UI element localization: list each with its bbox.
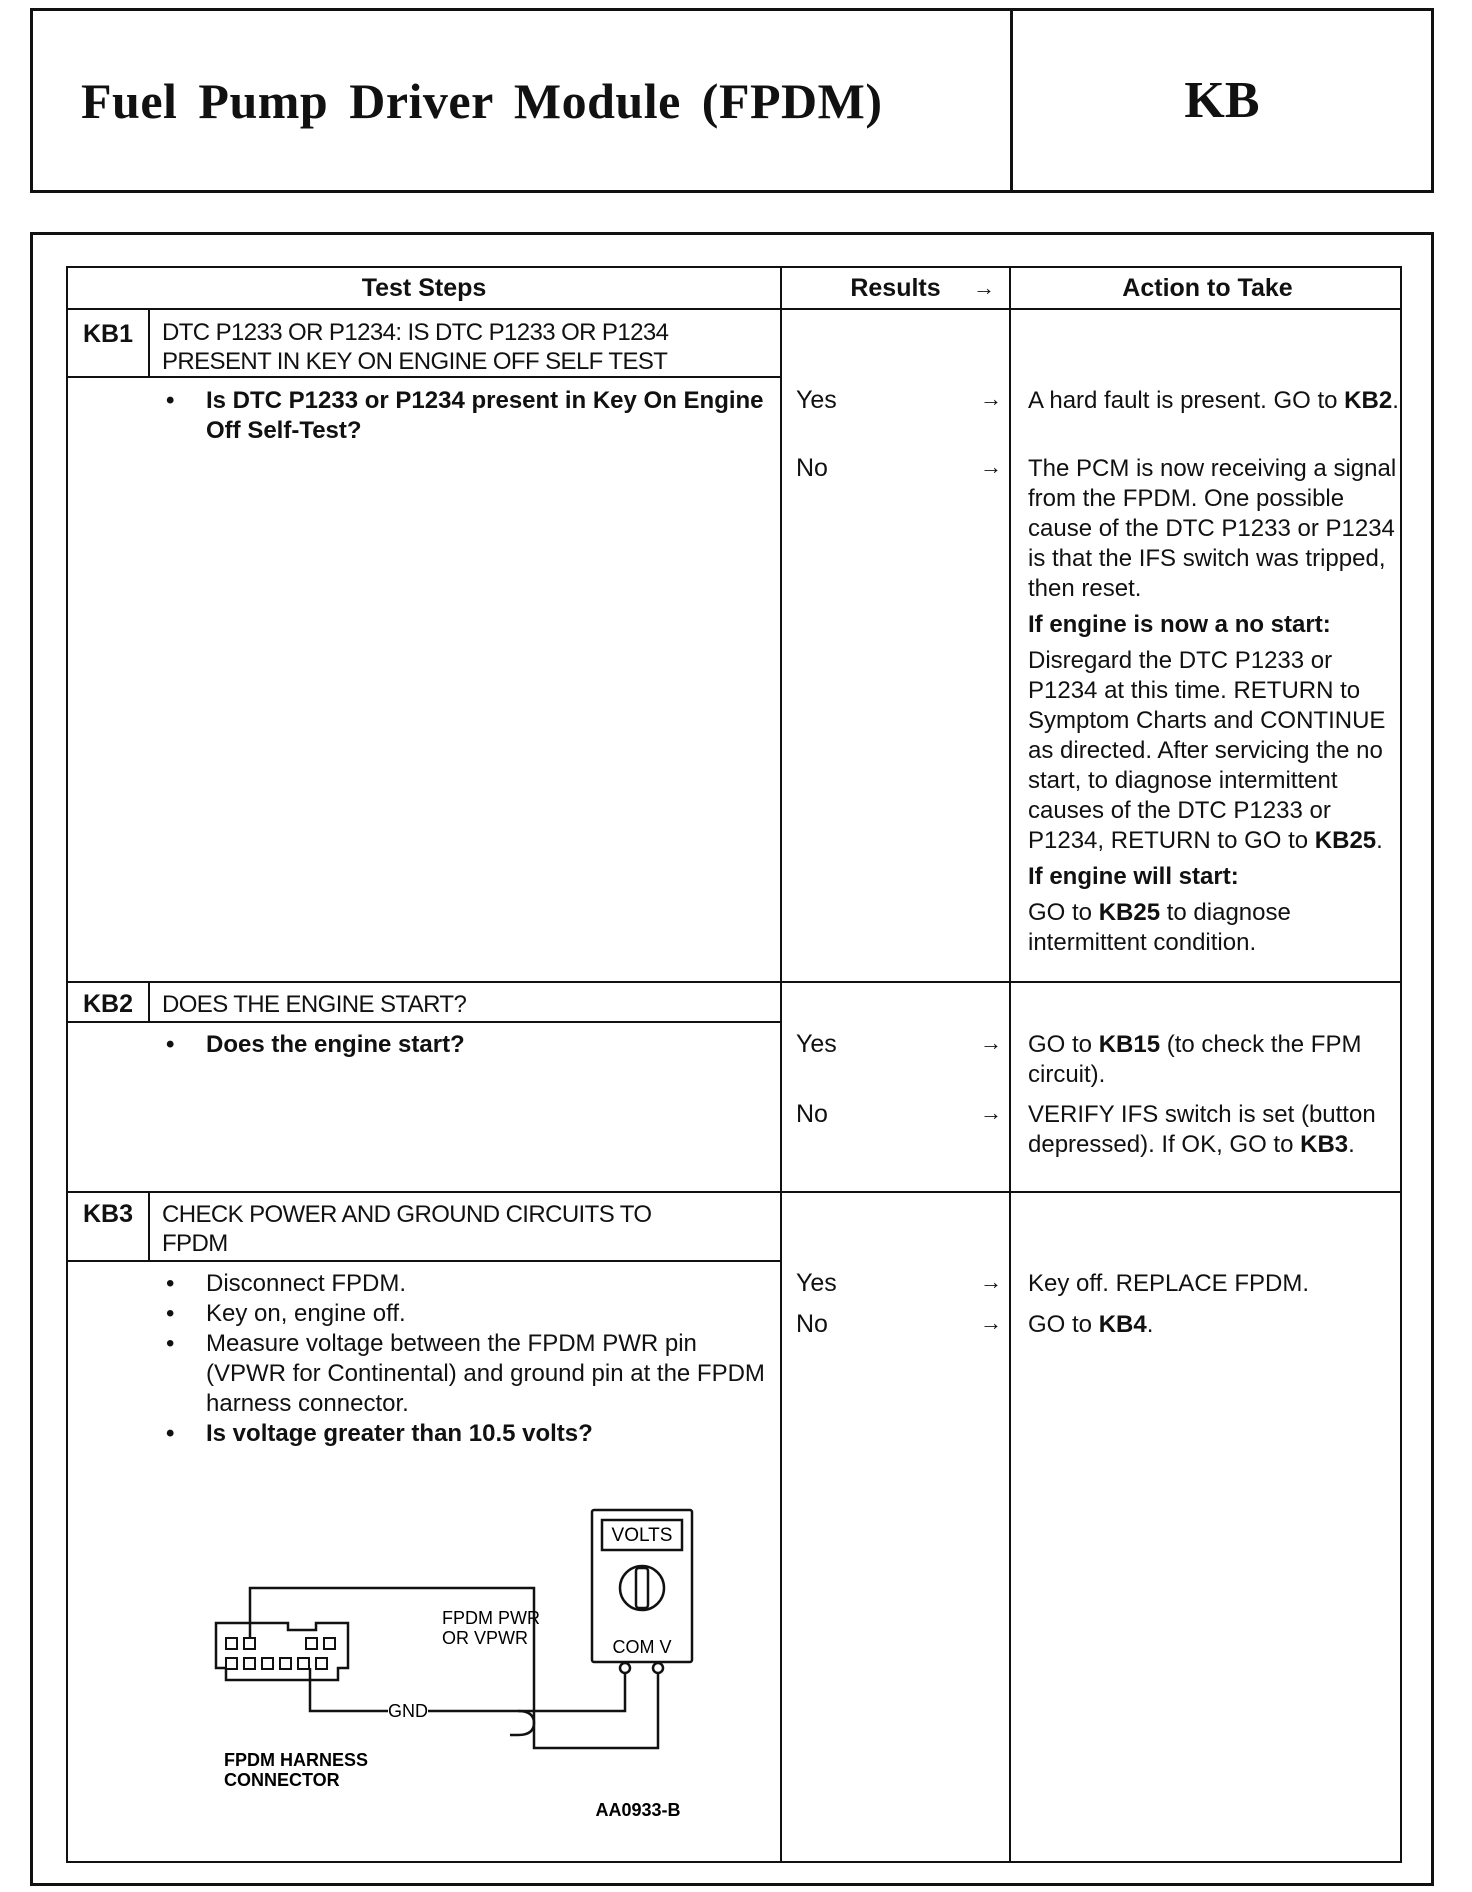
pwr-label: FPDM PWR xyxy=(442,1608,540,1628)
connector-pin xyxy=(244,1658,255,1669)
step-instruction: • Measure voltage between the FPDM PWR pin (VPWR for Continental) and ground pin at the FPDM harness connector. xyxy=(158,1329,778,1419)
step-id-kb3: KB3 xyxy=(82,1200,133,1228)
multimeter-selector xyxy=(636,1568,648,1608)
step-title-line: CHECK POWER AND GROUND CIRCUITS TO xyxy=(162,1201,652,1228)
step-ref: KB3 xyxy=(1300,1131,1349,1158)
result-yes: Yes xyxy=(796,386,837,414)
column-divider xyxy=(780,268,782,1861)
diagnostic-table xyxy=(66,266,1402,1863)
connector-label: FPDM HARNESS xyxy=(224,1750,369,1770)
column-header-action: Action to Take xyxy=(1122,273,1293,302)
step-title-kb3 xyxy=(162,1200,762,1258)
column-header-test-steps: Test Steps xyxy=(361,273,487,302)
gnd-wire-jump xyxy=(428,1711,534,1735)
action-kb2-yes xyxy=(1028,1030,1408,1090)
arrow-icon: → xyxy=(980,1310,1002,1335)
figure-id: AA0933-B xyxy=(595,1800,681,1820)
step-id-kb2: KB2 xyxy=(82,990,133,1018)
action-kb1-yes: A hard fault is present. GO to KB2. xyxy=(1028,387,1399,414)
connector-pins xyxy=(226,1638,335,1669)
action-text xyxy=(1028,898,1408,958)
arrow-icon: → xyxy=(980,386,1002,411)
step-divider xyxy=(68,1191,1400,1193)
result-yes: Yes xyxy=(796,1030,837,1058)
action-text: Disregard the DTC P1233 or P1234 at this time. RETURN to Symptom Charts and CONTINUE as directed. After servicing the no start, to diagnose intermittent causes of the DTC P1233 or P1234, RETURN to GO to xyxy=(1028,647,1386,854)
action-text: GO to xyxy=(1028,1311,1093,1338)
action-text: GO to xyxy=(1028,899,1093,926)
step-question: • Is DTC P1233 or P1234 present in Key On Engine Off Self-Test? xyxy=(158,386,778,446)
step-title-divider xyxy=(68,1021,780,1023)
step-title-line: PRESENT IN KEY ON ENGINE OFF SELF TEST xyxy=(162,348,668,375)
header-divider xyxy=(68,308,1400,310)
step-instruction: • Disconnect FPDM. xyxy=(158,1269,778,1299)
multimeter-dial xyxy=(620,1566,664,1610)
action-kb1-no xyxy=(1028,454,1408,964)
connector-pin xyxy=(226,1658,237,1669)
step-bullets-kb1 xyxy=(158,386,778,446)
action-text: VERIFY IFS switch is set (button depressed). If OK, GO to xyxy=(1028,1101,1376,1158)
step-instruction: • Key on, engine off. xyxy=(158,1299,778,1329)
condition-heading: If engine will start: xyxy=(1028,863,1239,890)
connector-pin xyxy=(226,1638,237,1649)
page-title: Fuel Pump Driver Module (FPDM) xyxy=(33,11,1013,190)
section-code: KB xyxy=(1184,72,1260,129)
action-kb2-no: VERIFY IFS switch is set (button depressed). If OK, GO to KB3. xyxy=(1028,1101,1376,1158)
result-no: No xyxy=(796,454,828,482)
meter-label: VOLTS xyxy=(611,1525,673,1546)
step-ref: KB25 xyxy=(1098,899,1161,926)
step-divider xyxy=(68,981,1400,983)
connector-pin xyxy=(262,1658,273,1669)
harness-connector-outline xyxy=(216,1623,348,1680)
action-text: GO to xyxy=(1028,1031,1093,1058)
action-kb3-no: GO to KB4. xyxy=(1028,1311,1154,1338)
arrow-icon: → xyxy=(980,454,1002,479)
action-text: A hard fault is present. GO to xyxy=(1028,387,1338,414)
arrow-icon: → xyxy=(980,1269,1002,1294)
step-ref: KB15 xyxy=(1098,1031,1161,1058)
arrow-icon: → xyxy=(973,275,995,300)
arrow-icon: → xyxy=(980,1100,1002,1125)
step-title-kb2: DOES THE ENGINE START? xyxy=(162,991,467,1018)
step-id-kb1: KB1 xyxy=(82,320,133,348)
result-no: No xyxy=(796,1100,828,1128)
action-text: (to check the FPM circuit). xyxy=(1028,1031,1362,1088)
com-terminal xyxy=(620,1663,630,1673)
step-title-divider xyxy=(68,1260,780,1262)
step-bullets-kb2 xyxy=(158,1030,778,1060)
step-question: • Is voltage greater than 10.5 volts? xyxy=(158,1419,778,1449)
result-yes: Yes xyxy=(796,1269,837,1297)
results-heading: Results xyxy=(850,273,941,302)
action-kb3-yes: Key off. REPLACE FPDM. xyxy=(1028,1270,1309,1297)
step-question: • Does the engine start? xyxy=(158,1030,778,1060)
connector-pin xyxy=(244,1638,255,1649)
page-header xyxy=(30,8,1434,193)
gnd-wire-left xyxy=(310,1668,388,1711)
condition-heading: If engine is now a no start: xyxy=(1028,611,1331,638)
v-terminal xyxy=(653,1663,663,1673)
connector-pin xyxy=(306,1638,317,1649)
step-title-line: DTC P1233 OR P1234: IS DTC P1233 OR P1234 xyxy=(162,319,669,346)
column-divider xyxy=(1009,268,1011,1861)
step-ref: KB2 xyxy=(1344,387,1393,414)
step-ref: KB4 xyxy=(1098,1311,1147,1338)
id-divider xyxy=(148,308,150,376)
step-title-kb1 xyxy=(162,318,762,376)
connector-pin xyxy=(324,1638,335,1649)
connector-label: CONNECTOR xyxy=(224,1770,340,1790)
gnd-label: GND xyxy=(388,1701,428,1721)
connector-pin xyxy=(316,1658,327,1669)
id-divider xyxy=(148,981,150,1021)
action-text: Disregard the DTC P1233 or P1234 at this time. RETURN to Symptom Charts and CONTINUE as directed. After servicing the no start, to diagnose intermittent causes of the DTC P1233 or P1234, RETURN to GO to KB25. xyxy=(1028,647,1386,854)
meter-terminals-label: COM V xyxy=(612,1637,672,1657)
action-text: The PCM is now receiving a signal from the FPDM. One possible cause of the DTC P1233 or P1234 is that the IFS switch was tripped, then reset. xyxy=(1028,455,1397,602)
step-ref: KB25 xyxy=(1314,827,1377,854)
connector-pin xyxy=(280,1658,291,1669)
step-bullets-kb3 xyxy=(158,1269,778,1449)
column-header-results xyxy=(782,268,1009,308)
pwr-label: OR VPWR xyxy=(442,1628,529,1648)
step-title-line: FPDM xyxy=(162,1230,228,1257)
wiring-diagram xyxy=(138,1498,778,1838)
step-title-divider xyxy=(68,376,780,378)
action-text: to diagnose intermittent condition. xyxy=(1028,899,1291,956)
result-no: No xyxy=(796,1310,828,1338)
id-divider xyxy=(148,1191,150,1260)
arrow-icon: → xyxy=(980,1030,1002,1055)
connector-pin xyxy=(298,1658,309,1669)
